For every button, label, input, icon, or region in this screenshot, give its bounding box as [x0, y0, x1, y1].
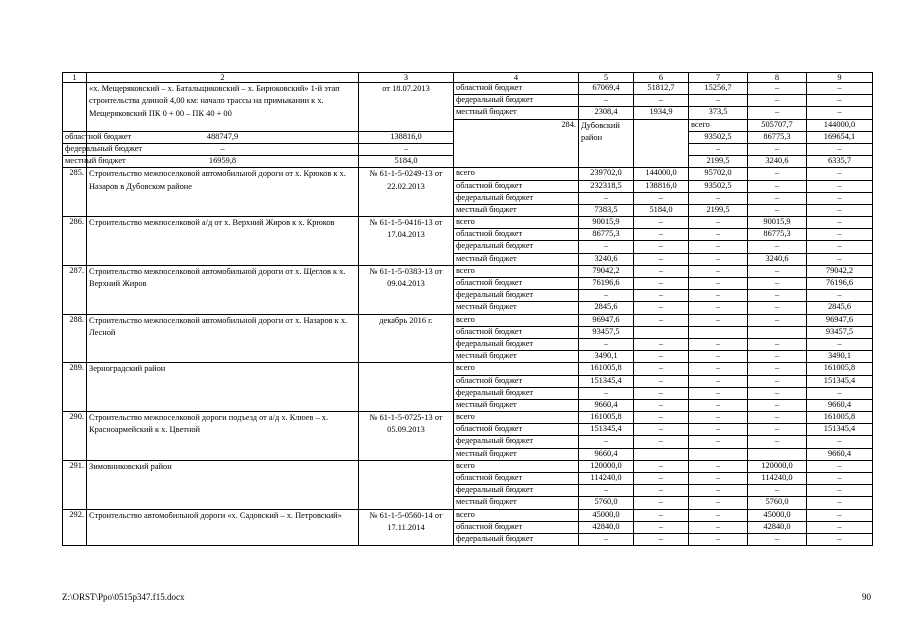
amount-cell: – [634, 314, 689, 326]
amount-cell: 151345,4 [807, 424, 873, 436]
amount-cell [634, 326, 689, 338]
table-body [63, 73, 873, 546]
amount-cell: 138816,0 [359, 131, 454, 143]
column-number-row [63, 73, 873, 83]
funding-source: областной бюджет [63, 131, 87, 143]
funding-source: всего [454, 168, 579, 180]
funding-source: всего [689, 119, 748, 131]
funding-source: областной бюджет [454, 521, 579, 533]
amount-cell: – [689, 424, 748, 436]
row-number: 287. [63, 265, 87, 314]
amount-cell: 9660,4 [579, 448, 634, 460]
amount-cell: 5184,0 [359, 156, 454, 168]
amount-cell: 9660,4 [579, 399, 634, 411]
amount-cell: 151345,4 [579, 375, 634, 387]
funding-source: местный бюджет [454, 399, 579, 411]
amount-cell: – [634, 278, 689, 290]
amount-cell: 144000,0 [634, 168, 689, 180]
row-number: 292. [63, 509, 87, 546]
funding-source: федеральный бюджет [454, 338, 579, 350]
amount-cell: – [807, 95, 873, 107]
amount-cell: – [579, 485, 634, 497]
amount-cell: – [748, 107, 807, 119]
document-reference: № 61-1-5-0416-13 от 17.04.2013 [359, 217, 454, 266]
amount-cell: – [807, 241, 873, 253]
col-header: 7 [689, 73, 748, 83]
amount-cell: – [689, 290, 748, 302]
funding-source: областной бюджет [454, 180, 579, 192]
amount-cell: – [689, 351, 748, 363]
table-row [63, 412, 873, 424]
amount-cell: 79042,2 [807, 265, 873, 277]
amount-cell: – [807, 387, 873, 399]
amount-cell: – [748, 387, 807, 399]
amount-cell: – [807, 253, 873, 265]
funding-source: федеральный бюджет [454, 533, 579, 545]
amount-cell: – [689, 253, 748, 265]
amount-cell: 16959,8 [87, 156, 359, 168]
amount-cell: – [748, 180, 807, 192]
amount-cell: – [807, 168, 873, 180]
amount-cell: 144000,0 [807, 119, 873, 131]
col-header: 1 [63, 73, 87, 83]
amount-cell: – [807, 485, 873, 497]
footer-file-path: Z:\ORST\Ppo\0515p347.f15.docx [62, 592, 185, 602]
amount-cell: 151345,4 [807, 375, 873, 387]
amount-cell: – [748, 192, 807, 204]
amount-cell: 86775,3 [748, 229, 807, 241]
amount-cell: – [689, 387, 748, 399]
amount-cell: – [748, 338, 807, 350]
object-name: Строительство межпоселковой дороги подъезд от а/д х. Клюев – х. Красноармейский к х. Цветной [87, 412, 359, 461]
amount-cell: – [634, 241, 689, 253]
funding-source: областной бюджет [454, 375, 579, 387]
funding-source: областной бюджет [454, 83, 579, 95]
amount-cell: – [689, 509, 748, 521]
amount-cell: – [634, 497, 689, 509]
document-reference [634, 119, 689, 168]
document-reference: № 61-1-5-0383-13 от 09.04.2013 [359, 265, 454, 314]
amount-cell: – [748, 314, 807, 326]
funding-source: федеральный бюджет [454, 95, 579, 107]
amount-cell: 3240,6 [748, 156, 807, 168]
amount-cell: 5184,0 [634, 204, 689, 216]
amount-cell: – [748, 143, 807, 155]
amount-cell: – [807, 107, 873, 119]
amount-cell: – [579, 338, 634, 350]
amount-cell: 373,5 [689, 107, 748, 119]
object-name: Строительство межпоселковой автомобильной дороги от х. Щеглов к х. Верхний Жиров [87, 265, 359, 314]
amount-cell: 120000,0 [579, 460, 634, 472]
amount-cell: – [748, 399, 807, 411]
amount-cell: – [807, 521, 873, 533]
amount-cell: – [748, 204, 807, 216]
funding-source: областной бюджет [454, 326, 579, 338]
amount-cell: – [634, 265, 689, 277]
funding-source: областной бюджет [454, 473, 579, 485]
amount-cell: – [748, 351, 807, 363]
table-row [63, 217, 873, 229]
amount-cell: 151345,4 [579, 424, 634, 436]
amount-cell: – [87, 143, 359, 155]
budget-table [62, 72, 873, 546]
amount-cell: – [634, 229, 689, 241]
amount-cell: – [579, 436, 634, 448]
table-row [63, 265, 873, 277]
amount-cell: – [689, 217, 748, 229]
row-number: 284. [454, 119, 579, 168]
amount-cell: – [634, 351, 689, 363]
amount-cell: 6335,7 [807, 156, 873, 168]
amount-cell: 3240,6 [579, 253, 634, 265]
amount-cell: 90015,9 [748, 217, 807, 229]
amount-cell: – [689, 460, 748, 472]
amount-cell: – [748, 424, 807, 436]
object-name: Строительство автомобильной дороги «х. Садовский – х. Петровский» [87, 509, 359, 546]
document-reference [359, 460, 454, 509]
row-number [63, 83, 87, 132]
amount-cell: – [689, 399, 748, 411]
amount-cell: – [689, 412, 748, 424]
amount-cell: 161005,8 [579, 363, 634, 375]
document-reference: декабрь 2016 г. [359, 314, 454, 363]
funding-source: федеральный бюджет [454, 436, 579, 448]
amount-cell: 45000,0 [579, 509, 634, 521]
amount-cell: – [634, 460, 689, 472]
funding-source: местный бюджет [454, 302, 579, 314]
funding-source: областной бюджет [454, 278, 579, 290]
row-number: 290. [63, 412, 87, 461]
amount-cell: – [807, 204, 873, 216]
amount-cell: 86775,3 [579, 229, 634, 241]
amount-cell: – [579, 290, 634, 302]
row-number: 289. [63, 363, 87, 412]
amount-cell: – [807, 192, 873, 204]
amount-cell: – [689, 363, 748, 375]
amount-cell: 161005,8 [807, 412, 873, 424]
amount-cell [689, 448, 748, 460]
funding-source: федеральный бюджет [454, 387, 579, 399]
amount-cell: – [807, 83, 873, 95]
amount-cell: – [807, 436, 873, 448]
funding-source: федеральный бюджет [63, 143, 87, 155]
object-name: «х. Мещеряковский – х. Батальщиковский – х. Бирюковский» 1-й этап строительства длиной 4,00 км: начало трассы на примыкании к х. Мещеряковский ПК 0 + 00 – ПК 40 + 00 [87, 83, 359, 132]
amount-cell: – [634, 509, 689, 521]
funding-source: местный бюджет [454, 448, 579, 460]
amount-cell: – [689, 229, 748, 241]
amount-cell: 93457,5 [579, 326, 634, 338]
amount-cell: – [579, 95, 634, 107]
amount-cell: 120000,0 [748, 460, 807, 472]
amount-cell: 93502,5 [689, 180, 748, 192]
amount-cell: 161005,8 [579, 412, 634, 424]
amount-cell: – [359, 143, 454, 155]
amount-cell: – [807, 143, 873, 155]
amount-cell: 488747,9 [87, 131, 359, 143]
amount-cell: – [748, 83, 807, 95]
amount-cell: – [634, 302, 689, 314]
table-row [63, 83, 873, 95]
object-name: Строительство межпоселковой а/д от х. Верхний Жиров к х. Крюков [87, 217, 359, 266]
funding-source: местный бюджет [454, 107, 579, 119]
funding-source: федеральный бюджет [454, 192, 579, 204]
amount-cell: – [689, 192, 748, 204]
col-header: 5 [579, 73, 634, 83]
amount-cell [748, 326, 807, 338]
funding-source: всего [454, 412, 579, 424]
amount-cell: 2199,5 [689, 156, 748, 168]
object-name: Дубовский район [579, 119, 634, 168]
amount-cell: – [748, 168, 807, 180]
table-row [63, 509, 873, 521]
amount-cell [634, 448, 689, 460]
table-row [63, 460, 873, 472]
funding-source: федеральный бюджет [454, 485, 579, 497]
amount-cell: – [579, 387, 634, 399]
amount-cell: 76196,6 [807, 278, 873, 290]
amount-cell: – [748, 363, 807, 375]
amount-cell: – [689, 533, 748, 545]
funding-source: всего [454, 509, 579, 521]
col-header: 2 [87, 73, 359, 83]
amount-cell: – [807, 180, 873, 192]
amount-cell: – [634, 375, 689, 387]
funding-source: всего [454, 460, 579, 472]
amount-cell: – [634, 473, 689, 485]
amount-cell: – [689, 95, 748, 107]
amount-cell: 114240,0 [748, 473, 807, 485]
amount-cell: – [689, 473, 748, 485]
amount-cell: – [807, 229, 873, 241]
amount-cell: 114240,0 [579, 473, 634, 485]
amount-cell: – [748, 265, 807, 277]
amount-cell: 9660,4 [807, 399, 873, 411]
object-name: Строительство межпоселковой автомобильной дороги от х. Крюков к х. Назаров в Дубовском районе [87, 168, 359, 217]
amount-cell: 93502,5 [689, 131, 748, 143]
amount-cell: 42840,0 [579, 521, 634, 533]
amount-cell: – [748, 302, 807, 314]
table-row [63, 168, 873, 180]
amount-cell: – [689, 375, 748, 387]
amount-cell: – [807, 533, 873, 545]
amount-cell: 1934,9 [634, 107, 689, 119]
amount-cell [689, 326, 748, 338]
table-row [63, 363, 873, 375]
amount-cell: 3240,6 [748, 253, 807, 265]
amount-cell: – [634, 290, 689, 302]
funding-source: федеральный бюджет [454, 290, 579, 302]
amount-cell: 76196,6 [579, 278, 634, 290]
document-reference: № 61-1-5-0560-14 от 17.11.2014 [359, 509, 454, 546]
amount-cell: – [634, 338, 689, 350]
amount-cell: 2308,4 [579, 107, 634, 119]
amount-cell: – [748, 95, 807, 107]
amount-cell: 2845,6 [807, 302, 873, 314]
amount-cell: – [634, 192, 689, 204]
col-header: 6 [634, 73, 689, 83]
amount-cell: – [634, 436, 689, 448]
funding-source: всего [454, 265, 579, 277]
row-number: 291. [63, 460, 87, 509]
amount-cell: – [748, 375, 807, 387]
document-reference [359, 363, 454, 412]
amount-cell: 138816,0 [634, 180, 689, 192]
amount-cell: – [634, 485, 689, 497]
amount-cell: 90015,9 [579, 217, 634, 229]
amount-cell: – [579, 533, 634, 545]
amount-cell: – [748, 290, 807, 302]
amount-cell: – [748, 412, 807, 424]
amount-cell: 161005,8 [807, 363, 873, 375]
amount-cell: – [807, 497, 873, 509]
funding-source: местный бюджет [454, 351, 579, 363]
amount-cell: – [689, 265, 748, 277]
amount-cell: 232318,5 [579, 180, 634, 192]
row-number: 285. [63, 168, 87, 217]
amount-cell: – [748, 241, 807, 253]
amount-cell: – [634, 95, 689, 107]
col-header: 4 [454, 73, 579, 83]
amount-cell: – [634, 533, 689, 545]
amount-cell: 505707,7 [748, 119, 807, 131]
amount-cell: – [807, 460, 873, 472]
amount-cell: – [807, 473, 873, 485]
amount-cell: 45000,0 [748, 509, 807, 521]
amount-cell: – [579, 241, 634, 253]
amount-cell: – [634, 412, 689, 424]
amount-cell: 2199,5 [689, 204, 748, 216]
amount-cell: 15256,7 [689, 83, 748, 95]
amount-cell: 96947,6 [807, 314, 873, 326]
amount-cell: – [748, 436, 807, 448]
amount-cell: 93457,5 [807, 326, 873, 338]
amount-cell: – [579, 192, 634, 204]
footer-page-number: 90 [862, 592, 871, 602]
funding-source: всего [454, 314, 579, 326]
amount-cell: – [634, 399, 689, 411]
row-number: 286. [63, 217, 87, 266]
amount-cell: – [807, 217, 873, 229]
col-header: 3 [359, 73, 454, 83]
col-header: 8 [748, 73, 807, 83]
funding-source: местный бюджет [454, 497, 579, 509]
funding-source: всего [454, 363, 579, 375]
amount-cell: 51812,7 [634, 83, 689, 95]
amount-cell: – [689, 338, 748, 350]
amount-cell: – [634, 387, 689, 399]
amount-cell: – [689, 497, 748, 509]
object-name: Строительство межпоселковой автомобильной дороги от х. Назаров к х. Лесной [87, 314, 359, 363]
amount-cell: – [689, 521, 748, 533]
amount-cell: – [689, 302, 748, 314]
amount-cell: 2845,6 [579, 302, 634, 314]
amount-cell: – [634, 363, 689, 375]
amount-cell: – [634, 217, 689, 229]
amount-cell: 9660,4 [807, 448, 873, 460]
funding-source: местный бюджет [454, 253, 579, 265]
funding-source: местный бюджет [454, 204, 579, 216]
document-reference: № 61-1-5-0725-13 от 05.09.2013 [359, 412, 454, 461]
col-header: 9 [807, 73, 873, 83]
amount-cell: – [748, 278, 807, 290]
row-number: 288. [63, 314, 87, 363]
amount-cell: 5760,0 [579, 497, 634, 509]
amount-cell: 239702,0 [579, 168, 634, 180]
amount-cell: 95702,0 [689, 168, 748, 180]
amount-cell: – [748, 485, 807, 497]
amount-cell: 79042,2 [579, 265, 634, 277]
amount-cell: – [689, 143, 748, 155]
document-reference: № 61-1-5-0249-13 от 22.02.2013 [359, 168, 454, 217]
funding-source: федеральный бюджет [454, 241, 579, 253]
amount-cell: – [807, 290, 873, 302]
amount-cell: – [807, 509, 873, 521]
amount-cell: – [807, 338, 873, 350]
amount-cell: – [634, 253, 689, 265]
amount-cell [748, 448, 807, 460]
funding-source: всего [454, 217, 579, 229]
object-name: Зерноградский район [87, 363, 359, 412]
object-name: Зимовниковский район [87, 460, 359, 509]
amount-cell: – [634, 424, 689, 436]
funding-source: местный бюджет [63, 156, 87, 168]
amount-cell: 96947,6 [579, 314, 634, 326]
table-row [63, 314, 873, 326]
amount-cell: 67069,4 [579, 83, 634, 95]
amount-cell: 169654,1 [807, 131, 873, 143]
amount-cell: – [689, 241, 748, 253]
amount-cell: 3490,1 [579, 351, 634, 363]
amount-cell: 7383,5 [579, 204, 634, 216]
amount-cell: 5760,0 [748, 497, 807, 509]
amount-cell: – [689, 485, 748, 497]
amount-cell: – [689, 278, 748, 290]
amount-cell: – [689, 436, 748, 448]
document-reference: от 18.07.2013 [359, 83, 454, 132]
amount-cell: – [748, 533, 807, 545]
amount-cell: 86775,3 [748, 131, 807, 143]
amount-cell: – [634, 521, 689, 533]
amount-cell: – [689, 314, 748, 326]
amount-cell: 3490,1 [807, 351, 873, 363]
funding-source: областной бюджет [454, 229, 579, 241]
amount-cell: 42840,0 [748, 521, 807, 533]
funding-source: областной бюджет [454, 424, 579, 436]
